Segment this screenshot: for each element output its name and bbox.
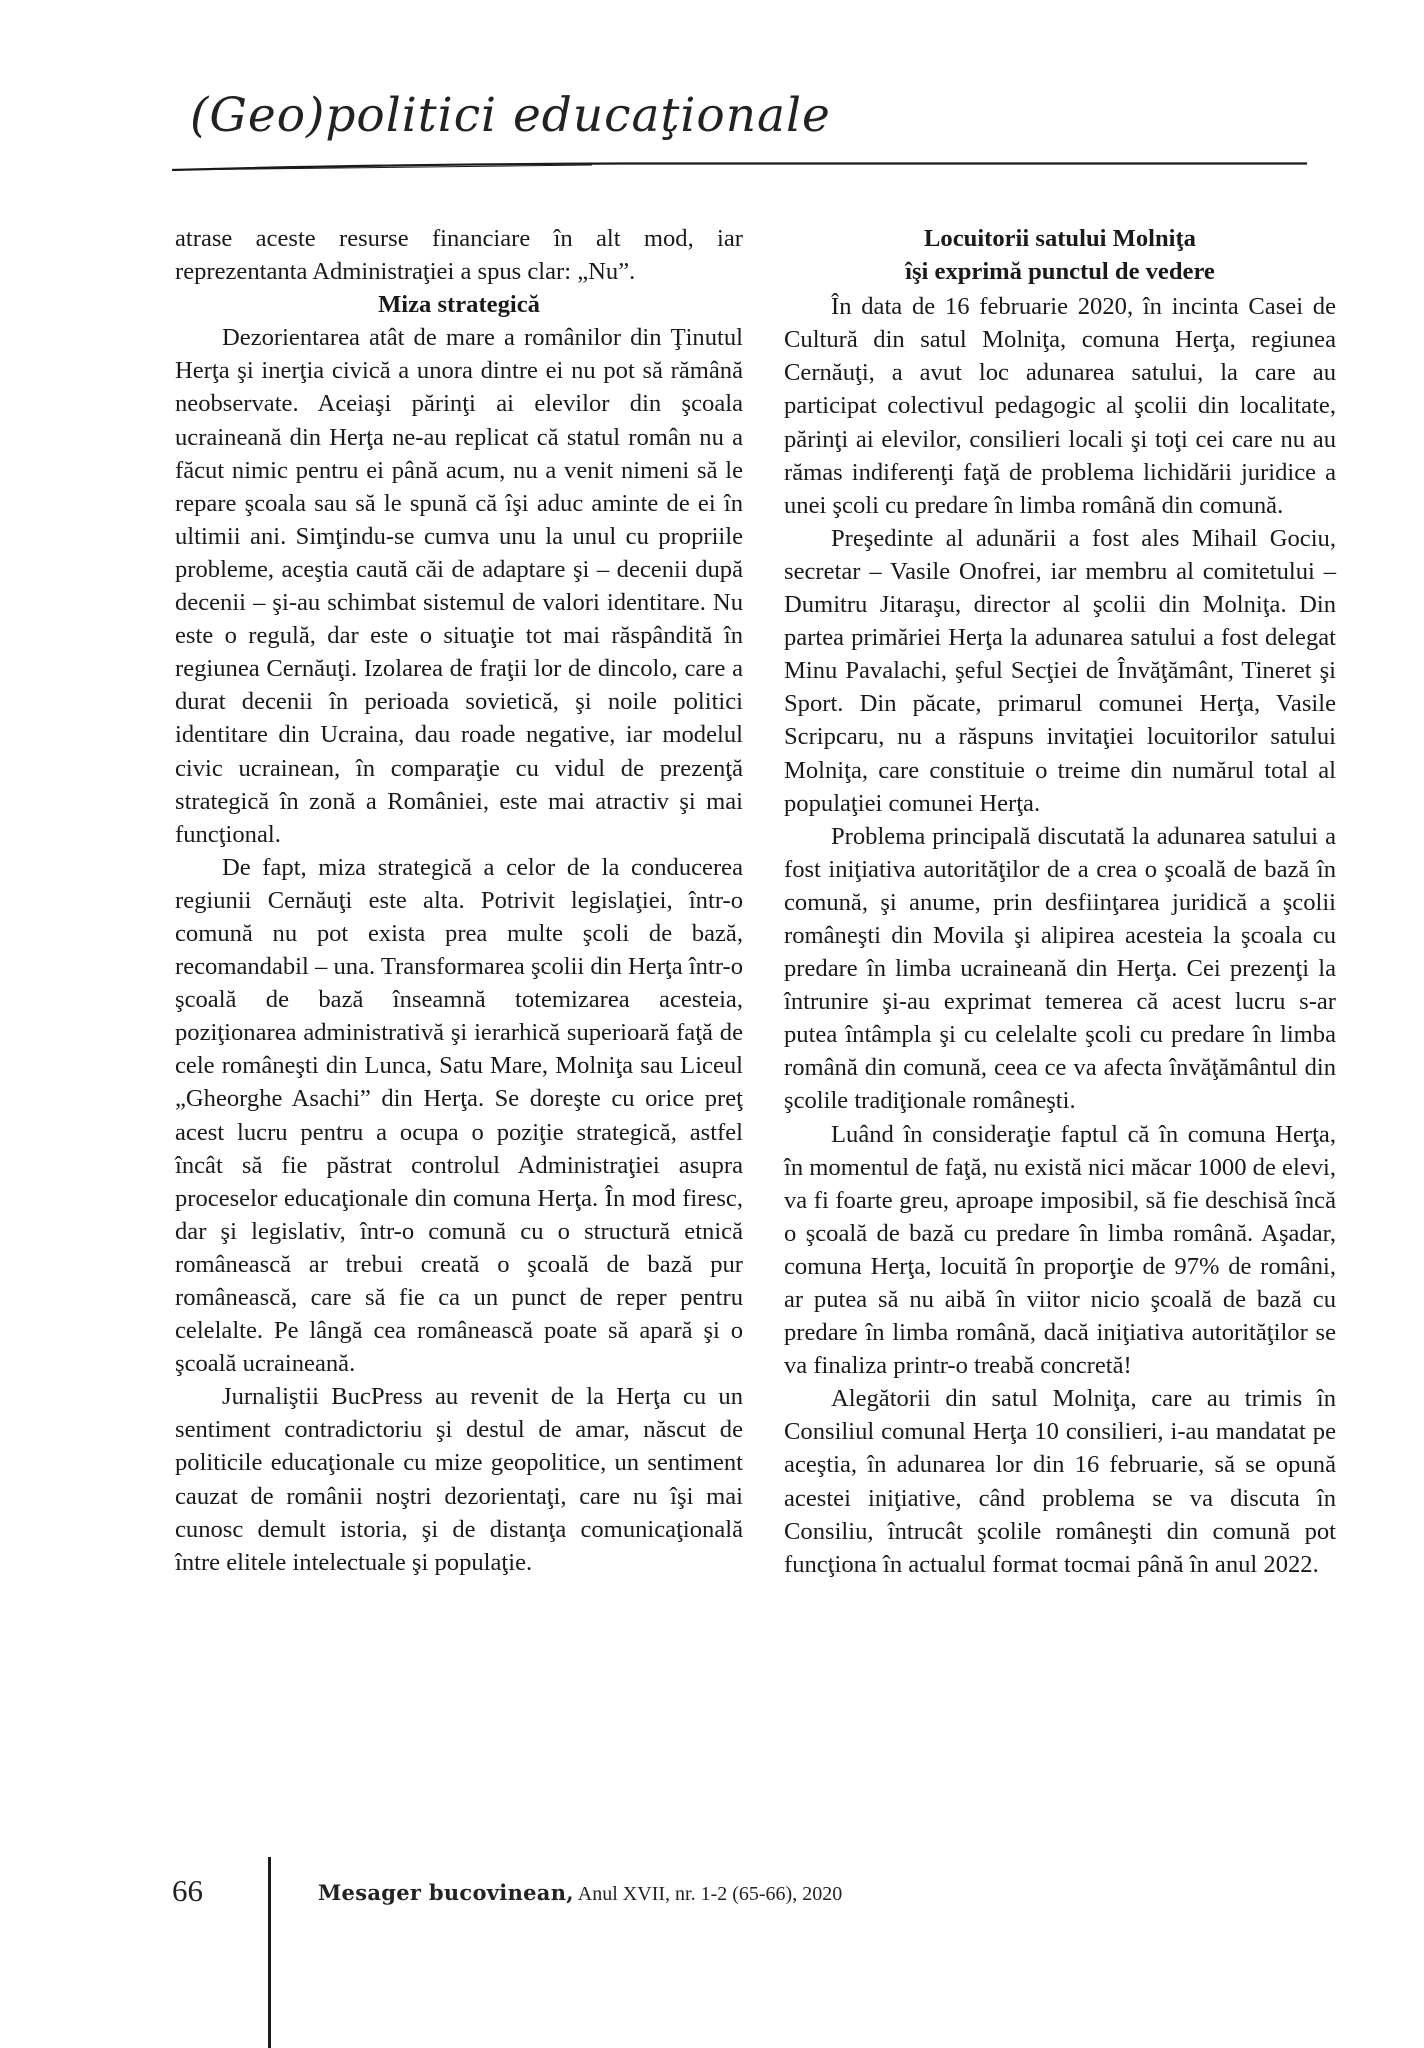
left-column: [175, 222, 743, 1579]
section-heading: [784, 222, 1336, 288]
header-divider: [172, 161, 1307, 171]
magazine-name: Mesager bucovinean,: [318, 1880, 574, 1905]
paragraph: În data de 16 februarie 2020, în incinta Casei de Cultură din satul Molniţa, comuna Herţa, regiunea Cernăuţi, a avut loc adunarea satului, la care au participat colectivul pedagogic al şcolii din localitate, părinţi ai elevilor, consilieri locali şi toţi cei care nu au rămas indiferenţi faţă de problema lichidării juridice a unei şcoli cu predare în limba română din comună.: [784, 293, 1336, 519]
issue-info: Anul XVII, nr. 1-2 (65-66), 2020: [573, 1883, 843, 1905]
paragraph: Jurnaliştii BucPress au revenit de la Herţa cu un sentiment contradictoriu şi destul de amar, născut de politicile educaţionale cu mize geopolitice, un sentiment cauzat de românii noştri dezorientaţi, care nu îşi mai cunosc demult istoria, şi de distanţa comunicaţională între elitele intelectuale şi populaţie.: [175, 1383, 743, 1576]
paragraph: De fapt, miza strategică a celor de la conducerea regiunii Cernăuţi este alta. Potrivit legislaţiei, într-o comună nu pot exista prea multe şcoli de bază, recomandabil – una. Transformarea şcolii din Herţa într-o şcoală de bază înseamnă totemizarea acesteia, poziţionarea administrativă şi ierarhică superioară faţă de cele româneşti din Lunca, Satu Mare, Molniţa sau Liceul „Gheorghe Asachi” din Herţa. Se doreşte cu orice preţ acest lucru pentru a ocupa o poziţie strategică, astfel încât să fie păstrat controlul Administraţiei asupra proceselor educaţionale din comuna Herţa. În mod firesc, dar şi legislativ, într-o comună cu o structură etnică românească ar trebui creată o şcoală de bază pur românească, care să fie ca un punct de reper pentru celelalte. Pe lângă cea românească poate să apară şi o şcoală ucraineană.: [175, 853, 743, 1378]
paragraph: atrase aceste resurse financiare în alt mod, iar reprezentanta Administraţiei a spus clar: „Nu”.: [175, 225, 743, 286]
footer-citation: [318, 1880, 842, 1906]
page-number: 66: [172, 1873, 203, 1908]
paragraph: Alegătorii din satul Molniţa, care au trimis în Consiliul comunal Herţa 10 consilieri, i-au mandatat pe aceştia, în adunarea lor din 16 februarie, să se opună acestei iniţiative, când problema se va discuta în Consiliu, întrucât şcolile româneşti din comună pot funcţiona în actualul format tocmai până în anul 2022.: [784, 1385, 1336, 1578]
footer-divider: [268, 1857, 271, 2048]
heading-line: îşi exprimă punctul de vedere: [905, 258, 1215, 286]
section-heading: Miza strategică: [378, 291, 540, 319]
paragraph: Preşedinte al adunării a fost ales Mihail Gociu, secretar – Vasile Onofrei, iar membru al comitetului – Dumitru Jitaraşu, director al şcolii din Molniţa. Din partea primăriei Herţa la adunarea satului a fost delegat Minu Pavalachi, şeful Secţiei de Învăţământ, Tineret şi Sport. Din păcate, primarul comunei Herţa, Vasile Scripcaru, nu a răspuns invitaţiei locuitorilor satului Molniţa, care constituie o treime din numărul total al populaţiei comunei Herţa.: [784, 524, 1336, 817]
paragraph: Problema principală discutată la adunarea satului a fost iniţiativa autorităţilor de a crea o şcoală de bază în comună, şi anume, prin desfiinţarea juridică a şcolii româneşti din Movila şi alipirea acesteia la şcoala cu predare în limba ucraineană din Herţa. Cei prezenţi la întrunire şi-au exprimat temerea că acest lucru s-ar putea întâmpla şi cu celelalte şcoli cu predare în limba română din comună, ceea ce va afecta învăţământul din şcolile tradiţionale româneşti.: [784, 822, 1336, 1115]
section-title: (Geo)politici educaţionale: [190, 88, 831, 143]
heading-line: Locuitorii satului Molniţa: [924, 225, 1196, 252]
paragraph: Luând în consideraţie faptul că în comuna Herţa, în momentul de faţă, nu există nici măcar 1000 de elevi, va fi foarte greu, aproape imposibil, să fie deschisă încă o şcoală de bază cu predare în limba română. Aşadar, comuna Herţa, locuită în proporţie de 97% de români, ar putea să nu aibă în viitor nicio şcoală de bază cu predare în limba română, dacă iniţiativa autorităţilor se va finaliza printr-o treabă concretă!: [784, 1120, 1336, 1380]
paragraph: Dezorientarea atât de mare a românilor din Ţinutul Herţa şi inerţia civică a unora dintre ei nu pot să rămână neobservate. Aceiaşi părinţi ai elevilor din şcoala ucraineană din Herţa ne-au replicat că statul român nu a făcut nimic pentru ei până acum, nu a venit nimeni să le repare şcoala sau să le spună că îşi aduc aminte de ei în ultimii ani. Simţindu-se cumva unu la unul cu propriile probleme, aceştia caută căi de adaptare şi – decenii după decenii – şi-au schimbat sistemul de valori identitare. Nu este o regulă, dar este o situaţie tot mai răspândită în regiunea Cernăuţi. Izolarea de fraţii lor de dincolo, care a durat decenii în perioada sovietică, şi noile politici identitare din Ucraina, dau roade negative, iar modelul civic ucrainean, în comparaţie cu vidul de prezenţă strategică în zonă a României, este mai atractiv şi mai funcţional.: [175, 324, 743, 848]
right-column: [784, 222, 1336, 1581]
